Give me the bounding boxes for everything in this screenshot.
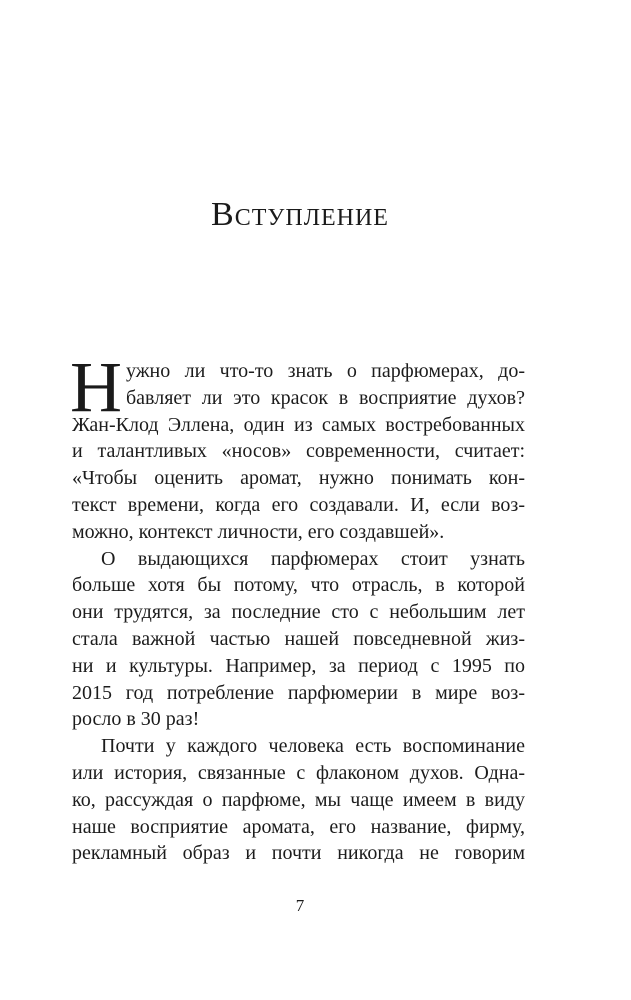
text-line: О выдающихся парфюмерах стоит узнать bbox=[101, 547, 525, 570]
text-line: Почти у каждого человека есть воспоминание bbox=[101, 735, 525, 758]
text-line: ни и культуры. Например, за период с 1995 по bbox=[72, 654, 525, 677]
text-line: росло в 30 раз! bbox=[72, 708, 200, 731]
text-line: они трудятся, за последние сто с небольшим лет bbox=[72, 601, 525, 624]
text-line: и талантливых «носов» современности, считает: bbox=[72, 440, 525, 463]
text-line: текст времени, когда его создавали. И, если воз- bbox=[72, 493, 525, 516]
text-line: 2015 год потребление парфюмерии в мире воз- bbox=[72, 681, 525, 704]
text-line: или история, связанные с флаконом духов. Одна- bbox=[72, 761, 525, 784]
text-line: «Чтобы оценить аромат, нужно понимать кон- bbox=[72, 467, 525, 490]
text-line: ужно ли что-то знать о парфюмерах, до- bbox=[126, 360, 525, 382]
drop-cap: Н bbox=[70, 347, 122, 427]
page-number: 7 bbox=[295, 896, 305, 915]
text-line: можно, контекст личности, его создавшей». bbox=[72, 520, 445, 543]
body-text bbox=[70, 347, 525, 867]
text-line: наше восприятие аромата, его название, фирму, bbox=[72, 815, 525, 838]
text-line: бавляет ли это красок в восприятие духов? bbox=[126, 386, 525, 409]
text-line: ко, рассуждая о парфюме, мы чаще имеем в виду bbox=[72, 788, 525, 811]
text-line: больше хотя бы потому, что отрасль, в которой bbox=[72, 574, 525, 597]
text-line: стала важной частью нашей повседневной жиз- bbox=[72, 627, 525, 650]
text-line: рекламный образ и почти никогда не говорим bbox=[72, 842, 525, 865]
text-line: Жан-Клод Эллена, один из самых востребованных bbox=[72, 413, 525, 436]
chapter-title: Вступление bbox=[211, 196, 389, 233]
